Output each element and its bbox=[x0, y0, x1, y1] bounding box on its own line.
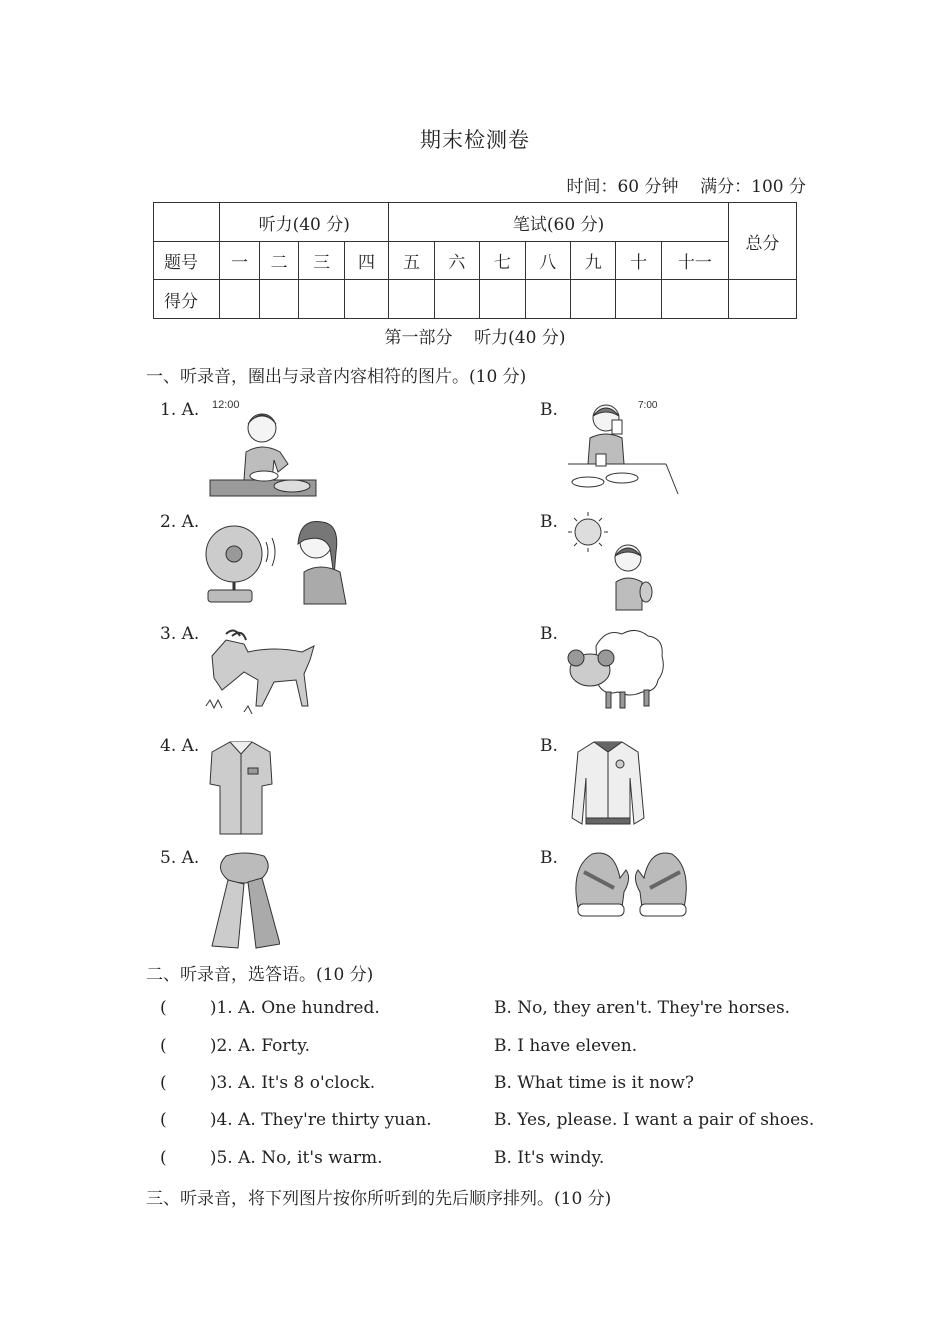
col-header: 五 bbox=[389, 242, 434, 280]
mc-question-1: ( )1. A. One hundred. bbox=[160, 998, 380, 1018]
score-cell[interactable] bbox=[344, 280, 388, 319]
score-cell[interactable] bbox=[480, 280, 525, 319]
col-header: 二 bbox=[259, 242, 299, 280]
col-header: 九 bbox=[571, 242, 616, 280]
col-header: 七 bbox=[480, 242, 525, 280]
page-title: 期末检测卷 bbox=[420, 128, 530, 152]
table-corner bbox=[154, 203, 220, 242]
item5-b-label: B. bbox=[540, 848, 558, 868]
col-header: 三 bbox=[299, 242, 344, 280]
mittens-picture[interactable] bbox=[570, 848, 694, 920]
score-cell[interactable] bbox=[389, 280, 434, 319]
score-cell[interactable] bbox=[434, 280, 479, 319]
score-cell[interactable] bbox=[259, 280, 299, 319]
sheep-picture[interactable] bbox=[566, 626, 666, 714]
jacket-picture[interactable] bbox=[570, 738, 646, 830]
section2-heading: 二、听录音，选答语。(10 分) bbox=[146, 965, 374, 985]
goat-picture[interactable] bbox=[204, 626, 318, 718]
mc-question-4: ( )4. A. They're thirty yuan. bbox=[160, 1110, 432, 1130]
score-table bbox=[153, 202, 797, 319]
hot-sun-boy-picture[interactable] bbox=[566, 510, 662, 612]
boy-eating-lunch-picture[interactable] bbox=[208, 394, 318, 498]
mc-option-b-1: B. No, they aren't. They're horses. bbox=[494, 998, 791, 1018]
score-cell[interactable] bbox=[616, 280, 661, 319]
electric-fan-girl-picture[interactable] bbox=[200, 512, 354, 606]
col-header: 四 bbox=[344, 242, 388, 280]
item2-b-label: B. bbox=[540, 512, 558, 532]
scarf-picture[interactable] bbox=[208, 850, 280, 950]
mc-question-3: ( )3. A. It's 8 o'clock. bbox=[160, 1073, 376, 1093]
score-cell[interactable] bbox=[220, 280, 260, 319]
item3-a-label: 3. A. bbox=[160, 624, 200, 644]
listening-header: 听力(40 分) bbox=[220, 203, 389, 242]
shirt-picture[interactable] bbox=[208, 738, 274, 836]
mc-option-b-5: B. It's windy. bbox=[494, 1148, 605, 1168]
mc-option-b-2: B. I have eleven. bbox=[494, 1036, 638, 1056]
col-header: 一 bbox=[220, 242, 260, 280]
score-cell[interactable] bbox=[728, 280, 796, 319]
item4-b-label: B. bbox=[540, 736, 558, 756]
score-cell[interactable] bbox=[299, 280, 344, 319]
section1-heading: 一、听录音，圈出与录音内容相符的图片。(10 分) bbox=[146, 367, 527, 387]
col-header: 十一 bbox=[661, 242, 728, 280]
mc-option-b-4: B. Yes, please. I want a pair of shoes. bbox=[494, 1110, 815, 1130]
item3-b-label: B. bbox=[540, 624, 558, 644]
item1-a-label: 1. A. bbox=[160, 400, 200, 420]
score-cell[interactable] bbox=[661, 280, 728, 319]
col-header: 八 bbox=[525, 242, 570, 280]
clock-text: 7:00 bbox=[638, 400, 658, 411]
part-one-title: 第一部分 听力(40 分) bbox=[384, 328, 566, 348]
col-header: 六 bbox=[434, 242, 479, 280]
section3-heading: 三、听录音，将下列图片按你所听到的先后顺序排列。(10 分) bbox=[146, 1189, 612, 1209]
total-header: 总分 bbox=[728, 203, 796, 280]
score-cell[interactable] bbox=[525, 280, 570, 319]
item2-a-label: 2. A. bbox=[160, 512, 200, 532]
boy-drinking-breakfast-picture[interactable] bbox=[566, 394, 682, 498]
mc-question-2: ( )2. A. Forty. bbox=[160, 1036, 311, 1056]
item1-b-label: B. bbox=[540, 400, 558, 420]
score-label: 得分 bbox=[154, 280, 220, 319]
question-number-label: 题号 bbox=[154, 242, 220, 280]
writing-header: 笔试(60 分) bbox=[389, 203, 729, 242]
clock-text: 12:00 bbox=[212, 399, 240, 411]
time-info: 时间：60 分钟 满分：100 分 bbox=[566, 177, 806, 197]
item5-a-label: 5. A. bbox=[160, 848, 200, 868]
mc-option-b-3: B. What time is it now? bbox=[494, 1073, 695, 1093]
col-header: 十 bbox=[616, 242, 661, 280]
item4-a-label: 4. A. bbox=[160, 736, 200, 756]
mc-question-5: ( )5. A. No, it's warm. bbox=[160, 1148, 383, 1168]
score-cell[interactable] bbox=[571, 280, 616, 319]
